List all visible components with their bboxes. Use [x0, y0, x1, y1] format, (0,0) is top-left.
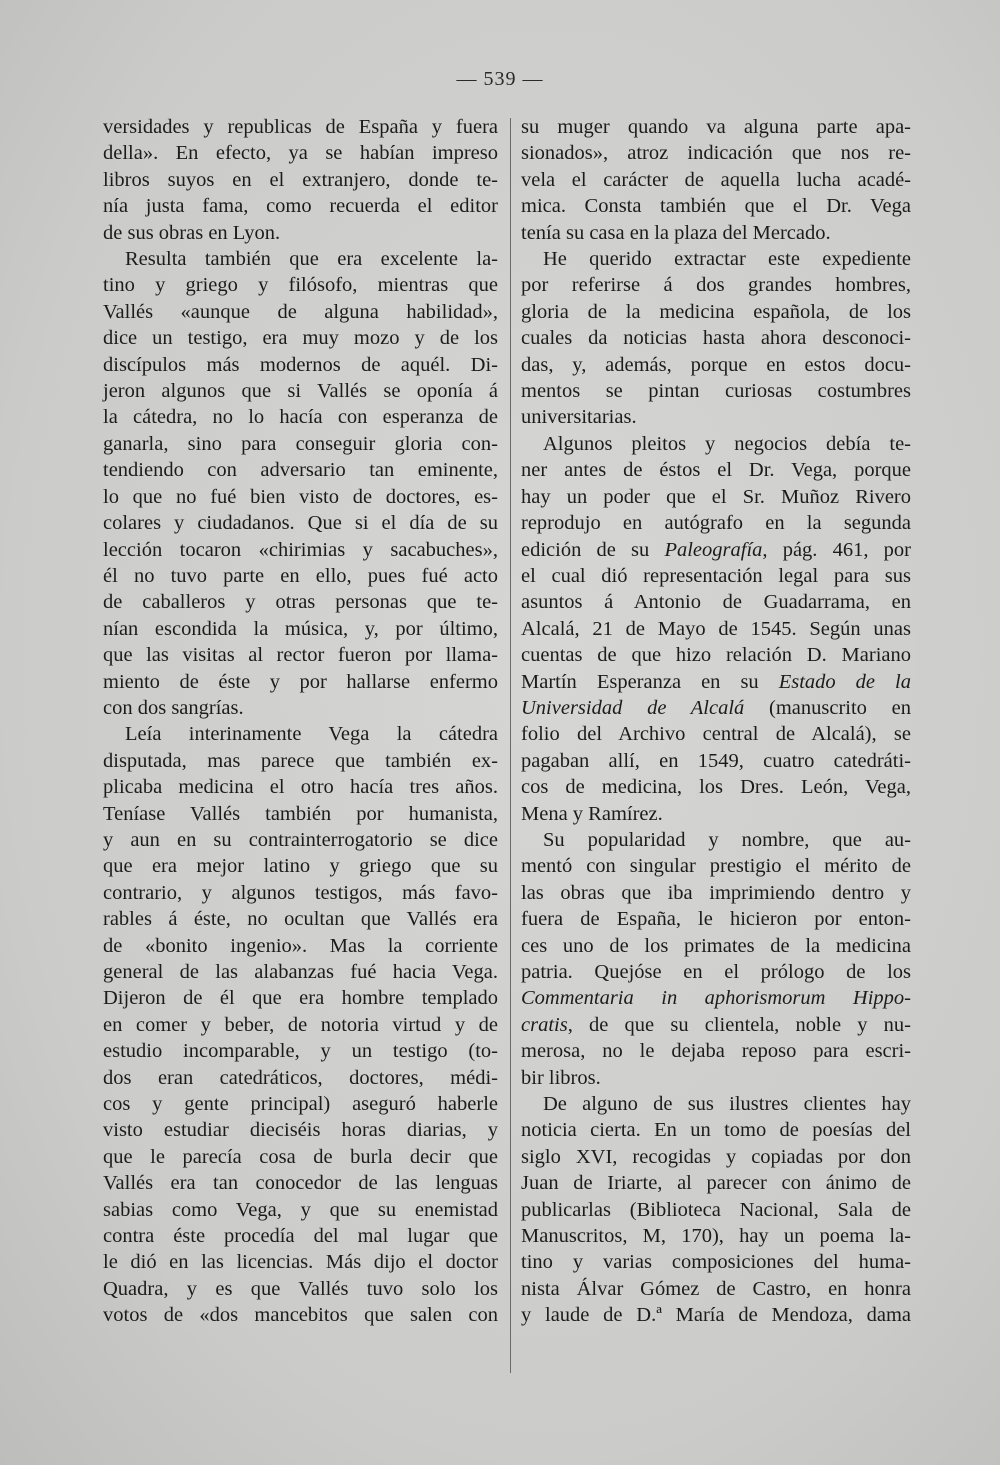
text-line: de sus obras en Lyon.	[103, 221, 281, 244]
text-line: nista Álvar Gómez de Castro, en honra	[521, 1277, 911, 1300]
text-line: discípulos más modernos de aquél. Di-	[103, 353, 498, 376]
text-line: y aun en su contrainterrogatorio se dice	[103, 828, 498, 851]
text-line: Teníase Vallés también por humanista,	[103, 802, 498, 825]
text-line: libros suyos en el extranjero, donde te-	[103, 168, 498, 191]
text-line: bir libros.	[521, 1066, 601, 1089]
text-line: colares y ciudadanos. Que si el día de su	[103, 512, 498, 535]
text-line: ces uno de los primates de la medicina	[521, 934, 911, 957]
text-line: siglo XVI, recogidas y copiadas por don	[521, 1145, 911, 1168]
text-line: y laude de D.ª María de Mendoza, dama	[521, 1304, 911, 1327]
text-line: Alcalá, 21 de Mayo de 1545. Según unas	[521, 617, 911, 640]
text-line: Vallés «aunque de alguna habilidad»,	[103, 300, 498, 323]
text-line: Vallés era tan conocedor de las lenguas	[103, 1172, 498, 1195]
text-line: Leía interinamente Vega la cátedra	[125, 723, 498, 746]
text-line: de caballeros y otras personas que te-	[103, 591, 498, 614]
text-line: sionados», atroz indicación que nos re-	[521, 142, 911, 165]
text-line: dice un testigo, era muy mozo y de los	[103, 327, 498, 350]
text-line: mentó con singular prestigio el mérito de	[521, 855, 911, 878]
text-line: que era mejor latino y griego que su	[103, 855, 498, 878]
text-line: tendiendo con adversario tan eminente,	[103, 459, 498, 482]
text-line: asuntos á Antonio de Guadarrama, en	[521, 591, 911, 614]
text-line: el cual dió representación legal para sus	[521, 564, 911, 587]
text-line: vela el carácter de aquella lucha acadé-	[521, 168, 911, 191]
text-line: la cátedra, no lo hacía con esperanza de	[103, 406, 498, 429]
text-line: tino y griego y filósofo, mientras que	[103, 274, 498, 297]
text-line: nía justa fama, como recuerda el editor	[103, 195, 498, 218]
text-line: publicarlas (Biblioteca Nacional, Sala de	[521, 1198, 911, 1221]
text-line: su muger quando va alguna parte apa-	[521, 116, 911, 138]
text-line: con dos sangrías.	[103, 696, 244, 719]
text-line: que le parecía cosa de burla decir que	[103, 1145, 498, 1168]
text-line: por referirse á dos grandes hombres,	[521, 274, 911, 297]
text-line: cos de medicina, los Dres. León, Vega,	[521, 776, 911, 799]
text-line: reprodujo en autógrafo en la segunda	[521, 512, 911, 535]
text-line: patria. Quejóse en el prólogo de los	[521, 961, 911, 983]
text-line: contra éste procedía del mal lugar que	[103, 1225, 498, 1248]
text-line: fuera de España, le hicieron por enton-	[521, 908, 911, 931]
text-line: Mena y Ramírez.	[521, 802, 663, 825]
text-line: cuales da noticias hasta ahora desconoci-	[521, 327, 911, 350]
text-line: Commentaria in aphorismorum Hippo-	[521, 987, 911, 1010]
text-line: mica. Consta también que el Dr. Vega	[521, 195, 911, 218]
text-line: merosa, no le dejaba reposo para escri-	[521, 1040, 911, 1063]
text-line: contrario, y algunos testigos, más favo-	[103, 881, 498, 904]
text-line: Dijeron de él que era hombre templado	[103, 987, 498, 1010]
text-line: de «bonito ingenio». Mas la corriente	[103, 934, 498, 957]
text-line: versidades y republicas de España y fuera	[103, 116, 498, 138]
text-line: Su popularidad y nombre, que au-	[543, 828, 911, 851]
text-line: mentos se pintan curiosas costumbres	[521, 380, 911, 403]
text-line: rables á éste, no ocultan que Vallés era	[103, 908, 498, 931]
column-divider	[510, 118, 511, 1373]
text-line: edición de su Paleografía, pág. 461, por	[521, 538, 911, 561]
text-line: tino y varias composiciones del huma-	[521, 1251, 911, 1274]
text-line: cos y gente principal) aseguró haberle	[103, 1093, 498, 1116]
text-line: él no tuvo parte en ello, pues fué acto	[103, 564, 498, 587]
text-line: Quadra, y es que Vallés tuvo solo los	[103, 1277, 498, 1300]
text-line: noticia cierta. En un tomo de poesías del	[521, 1119, 911, 1142]
text-line: dos eran catedráticos, doctores, médi-	[103, 1066, 498, 1089]
page-number: — 539 —	[456, 68, 544, 90]
text-line: estudio incomparable, y un testigo (to-	[103, 1040, 498, 1063]
text-line: ner antes de éstos el Dr. Vega, porque	[521, 459, 911, 482]
text-line: jeron algunos que si Vallés se oponía á	[103, 380, 498, 403]
right-text-column	[521, 114, 911, 1329]
text-line: Universidad de Alcalá (manuscrito en	[521, 696, 912, 719]
text-line: della». En efecto, ya se habían impreso	[103, 142, 498, 165]
text-line: cratis, de que su clientela, noble y nu-	[521, 1013, 911, 1036]
text-line: tenía su casa en la plaza del Mercado.	[521, 221, 831, 244]
text-line: disputada, mas parece que también ex-	[103, 749, 498, 772]
text-line: general de las alabanzas fué hacia Vega.	[103, 961, 498, 983]
text-line: pagaban allí, en 1549, cuatro catedráti-	[521, 749, 911, 772]
text-line: las obras que iba imprimiendo dentro y	[521, 881, 911, 904]
text-line: le dió en las licencias. Más dijo el doctor	[103, 1251, 498, 1274]
text-line: das, y, además, porque en estos docu-	[521, 353, 911, 376]
text-line: Manuscritos, M, 170), hay un poema la-	[521, 1225, 911, 1248]
text-line: Algunos pleitos y negocios debía te-	[543, 432, 911, 455]
text-line: cuentas de que hizo relación D. Mariano	[521, 644, 911, 667]
text-line: visto estudiar dieciséis horas diarias, y	[103, 1119, 498, 1142]
text-line: Martín Esperanza en su Estado de la	[521, 670, 911, 693]
text-line: votos de «dos mancebitos que salen con	[103, 1304, 498, 1327]
text-line: lo que no fué bien visto de doctores, es-	[103, 485, 498, 508]
text-line: gloria de la medicina española, de los	[521, 300, 911, 323]
text-line: He querido extractar este expediente	[543, 248, 911, 271]
text-line: que las visitas al rector fueron por llama-	[103, 644, 498, 667]
text-line: nían escondida la música, y, por último,	[103, 617, 498, 640]
text-line: hay un poder que el Sr. Muñoz Rivero	[521, 485, 911, 508]
left-text-column	[103, 114, 498, 1329]
text-line: Resulta también que era excelente la-	[125, 248, 498, 271]
text-line: miento de éste y por hallarse enfermo	[103, 670, 498, 693]
text-line: Juan de Iriarte, al parecer con ánimo de	[521, 1172, 911, 1195]
text-line: plicaba medicina el otro hacía tres años.	[103, 776, 498, 799]
text-line: universitarias.	[521, 406, 637, 429]
text-line: sabias como Vega, y que su enemistad	[103, 1198, 498, 1221]
text-line: De alguno de sus ilustres clientes hay	[543, 1093, 911, 1116]
text-line: lección tocaron «chirimias y sacabuches»,	[103, 538, 498, 561]
text-line: en comer y beber, de notoria virtud y de	[103, 1013, 498, 1036]
text-line: ganarla, sino para conseguir gloria con-	[103, 432, 498, 455]
text-line: folio del Archivo central de Alcalá), se	[521, 723, 911, 746]
